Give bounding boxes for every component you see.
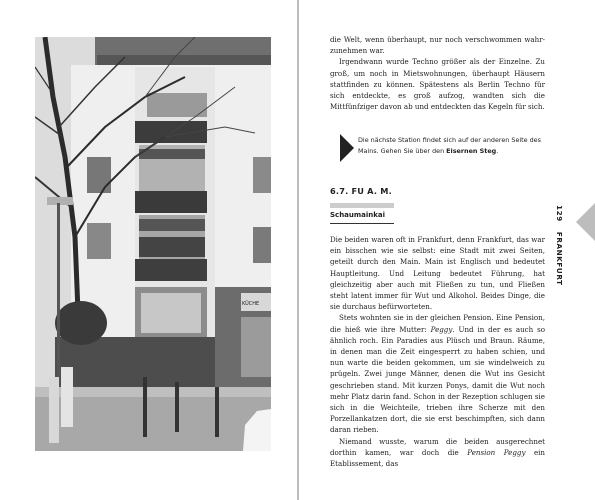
section-heading: [330, 186, 392, 196]
building-photo: [35, 37, 271, 451]
callout-bold-place: Eisernen Steg: [446, 147, 497, 155]
subheading-underline: [330, 223, 394, 224]
chapter-name: FRANKFURT: [555, 231, 564, 286]
page-number: 129: [555, 205, 564, 222]
body-text-block: [330, 234, 545, 469]
paragraph-frankfurt: Die beiden waren oft in Frankfurt, denn Frankfurt, das war ein bisschen wie sie selbst: eine Stadt mit zwei Seiten, geteilt durch den Main. Main ist Englisch und bedeutet Hauptleitung. Und Leitung bedeutet Führung, hat gleichzeitig aber auch mit Fließen zu tun, und Fließen steht latent immer für Wut und Alkohol. Beides Dinge, die sie durchaus befürworteten.: [330, 235, 545, 312]
top-text-block: [330, 34, 545, 112]
running-head: [556, 205, 572, 285]
thumb-tab: [576, 203, 595, 241]
heading-rule: [330, 203, 394, 208]
arrow-right-icon: [340, 134, 354, 162]
paragraph-niemand: Niemand wusste, warum die beiden ausgerechnet dorthin kamen, war doch die Pension Peggy ein Etablissement, das: [330, 436, 545, 469]
station-callout: [340, 133, 545, 163]
shop-sign-text: KÜCHE: [242, 301, 260, 307]
paragraph-techno: Irgendwann wurde Techno größer als der Einzelne. Zu groß, um noch in Mietswohnungen, überhaupt Häusern stattfinden zu können. Spätestens als Berlin Techno für sich entdeckte, es groß aufzog, wandten sich die Mittfünfziger davon ab und entdeckten das Kegeln für sich.: [330, 57, 545, 112]
section-title: FU A. M.: [351, 186, 392, 196]
paragraph-pension: Stets wohnten sie in der gleichen Pension. Eine Pension, die hieß wie ihre Mutter: Peggy. Und in der es auch so ähnlich roch. Ein Paradies aus Plüsch und Braun. Räume, in denen man die Zeit eingesperrt zu haben schien, und nun warte die beiden gekommen, um sie windelweich zu prügeln. Zwei junge Männer, denen die Wut ins Gesicht geschrieben stand. Mit kurzen Ponys, damit die Wut noch mehr Platz darin fand. Schon in der Rezeption schlugen sie sich in die Weichteile, trieben ihre Scherze mit den Porzellankatzen dort, die sie erst beschimpften, sich dann daran rieben.: [330, 313, 545, 435]
location-subheading: Schaumainkai: [330, 211, 386, 219]
section-number: 6.7.: [330, 186, 349, 196]
callout-text: Die nächste Station findet sich auf der anderen Seite des Mains. Gehen Sie über den Eisernen Steg.: [358, 136, 541, 155]
paragraph-continued: die Welt, wenn überhaupt, nur noch verschwommen wahrzunehmen war.: [330, 35, 545, 56]
left-page: [0, 0, 297, 500]
